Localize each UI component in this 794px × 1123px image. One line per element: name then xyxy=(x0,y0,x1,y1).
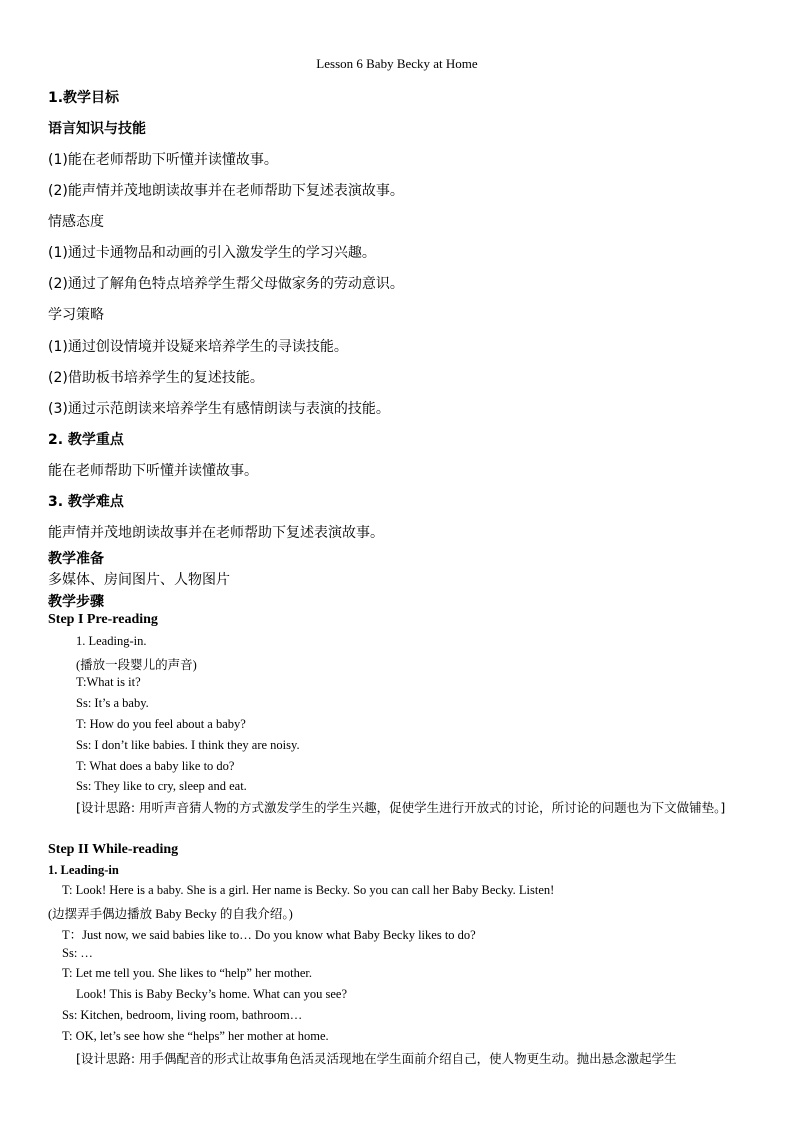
step2-line: T: OK, let’s see how she “helps” her mother at home. xyxy=(62,1029,329,1043)
step1-line: Ss: They like to cry, sleep and eat. xyxy=(76,779,247,793)
step2-line: Ss: Kitchen, bedroom, living room, bathroom… xyxy=(62,1008,303,1022)
emotion-item: (1)通过卡通物品和动画的引入激发学生的学习兴趣。 xyxy=(48,245,376,261)
step2-line: T：Just now, we said babies like to… Do you know what Baby Becky likes to do? xyxy=(62,928,476,942)
step2-line: T: Look! Here is a baby. She is a girl. Her name is Becky. So you can call her Baby Becky. Listen! xyxy=(62,883,555,897)
step1-line: T: How do you feel about a baby? xyxy=(76,717,246,731)
steps-heading: 教学步骤 xyxy=(48,594,104,610)
step2-line: Look! This is Baby Becky’s home. What can you see? xyxy=(76,987,348,1001)
knowledge-heading: 语言知识与技能 xyxy=(48,121,146,137)
strategy-item: (3)通过示范朗读来培养学生有感情朗读与表演的技能。 xyxy=(48,401,390,417)
key-points-heading: 2. 教学重点 xyxy=(48,432,124,448)
objectives-heading: 1.教学目标 xyxy=(48,90,120,106)
preparation-text: 多媒体、房间图片、人物图片 xyxy=(48,572,230,588)
step1-line: Ss: It’s a baby. xyxy=(76,696,149,710)
key-points-text: 能在老师帮助下听懂并读懂故事。 xyxy=(48,463,258,479)
emotion-item: (2)通过了解角色特点培养学生帮父母做家务的劳动意识。 xyxy=(48,276,404,292)
preparation-heading: 教学准备 xyxy=(48,551,104,567)
strategy-heading: 学习策略 xyxy=(48,307,104,323)
emotion-heading: 情感态度 xyxy=(48,214,104,230)
knowledge-item: (1)能在老师帮助下听懂并读懂故事。 xyxy=(48,152,278,168)
step1-line: 1. Leading-in. xyxy=(76,634,147,648)
strategy-item: (1)通过创设情境并设疑来培养学生的寻读技能。 xyxy=(48,339,348,355)
step1-line: Ss: I don’t like babies. I think they are noisy. xyxy=(76,738,300,752)
step1-heading: Step I Pre-reading xyxy=(48,612,158,627)
step2-design-note: [设计思路: 用手偶配音的形式让故事角色活灵活现地在学生面前介绍自己，使人物更生动。抛出悬念激起学生 xyxy=(76,1051,677,1066)
step2-line: (边摆弄手偶边播放 Baby Becky 的自我介绍。) xyxy=(48,907,293,921)
step1-line: T: What does a baby like to do? xyxy=(76,759,235,773)
step2-heading: Step II While-reading xyxy=(48,842,179,857)
step1-design-note: [设计思路: 用听声音猜人物的方式激发学生的学生兴趣，促使学生进行开放式的讨论，所讨论的问题也为下文做铺垫。] xyxy=(76,800,726,815)
step1-line: T:What is it? xyxy=(76,675,141,689)
knowledge-item: (2)能声情并茂地朗读故事并在老师帮助下复述表演故事。 xyxy=(48,183,404,199)
difficulties-heading: 3. 教学难点 xyxy=(48,494,124,510)
lesson-title: Lesson 6 Baby Becky at Home xyxy=(316,56,478,71)
step2-subheading: 1. Leading-in xyxy=(48,863,119,877)
difficulties-text: 能声情并茂地朗读故事并在老师帮助下复述表演故事。 xyxy=(48,525,384,541)
step1-line: (播放一段婴儿的声音) xyxy=(76,658,197,672)
step2-line: Ss: … xyxy=(62,946,93,960)
strategy-item: (2)借助板书培养学生的复述技能。 xyxy=(48,370,264,386)
step2-line: T: Let me tell you. She likes to “help” her mother. xyxy=(62,966,313,980)
